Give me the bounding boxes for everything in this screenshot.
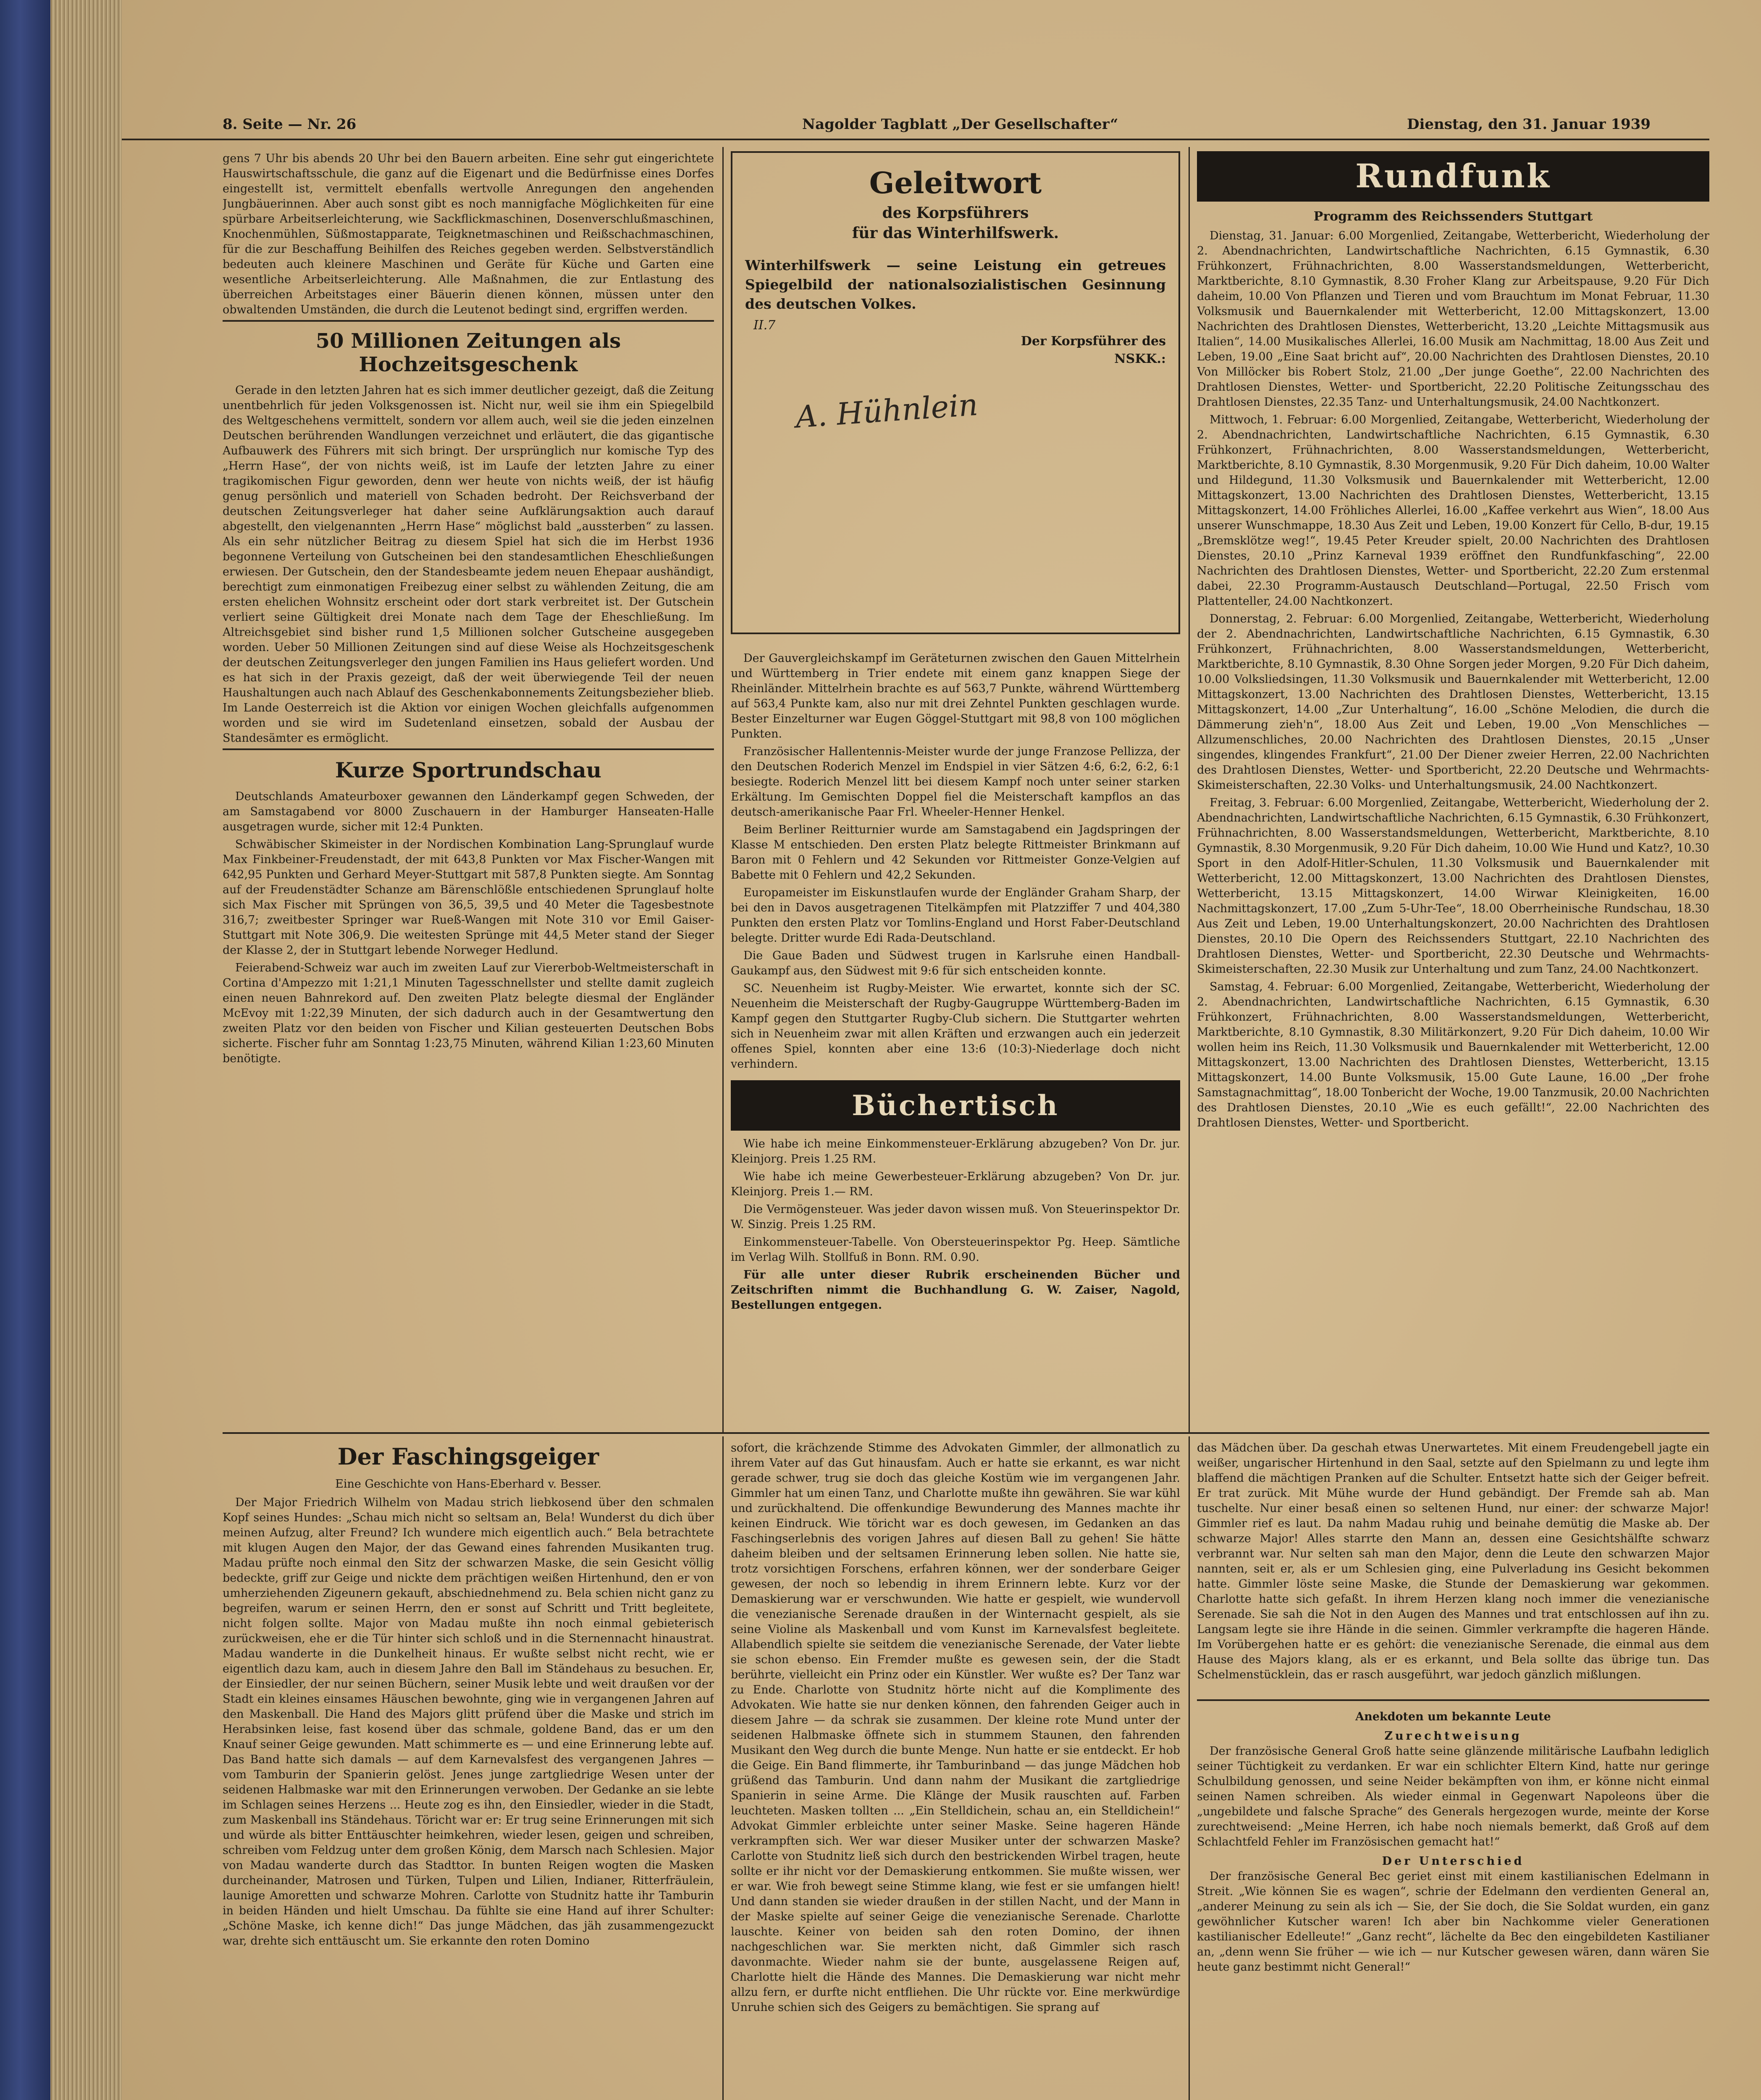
story-byline: Eine Geschichte von Hans-Eberhard v. Besser.: [335, 1478, 601, 1491]
divider: [1197, 1699, 1709, 1701]
geleitwort-title: Geleitwort: [869, 165, 1042, 200]
program-freitag: Freitag, 3. Februar: 6.00 Morgenlied, Zeitangabe, Wetterbericht, Wiederholung der 2. Abendnachrichten, Landwirtschaftliche Nachrichten, 6.15 Gymnastik, 6.30 Frühkonzert, Frühnachrichten, 8.00 Wasserstandsmeldungen, Wetterbericht, Marktberichte, 8.10 Gymnastik, 8.30 Morgenmusik, 9.20 Für Dich daheim, 10.00 Wie Hund und Katz?, 10.30 Sport in den Adolf-Hitler-Schulen, 11.30 Volksmusik und Bauernkalender mit Wetterbericht, 12.00 Mittagskonzert, 13.00 Nachrichten des Drahtlosen Dienstes, Wetterbericht, 13.15 Mittagskonzert, 14.00 Wirwar Kleinigkeiten, 16.00 Nachmittagskonzert, 17.00 „Zum 5-Uhr-Tee“, 18.00 Oberrheinische Rundschau, 18.30 Aus Zeit und Leben, 19.00 Unterhaltungskonzert, 20.00 Nachrichten des Drahtlosen Dienstes, 20.10 Die Opern des Reichssenders Stuttgart, 22.10 Nachrichten des Drahtlosen Dienstes, Wetter- und Sportbericht, 22.30 Deutsche und Wehrmachts-Skimeisterschaften, 22.30 Musik zur Unterhaltung und zum Tanz, 24.00 Nachtkonzert.: [1197, 796, 1709, 976]
section-rule: [223, 1432, 1709, 1434]
headline-sport: Kurze Sportrundschau: [335, 758, 602, 782]
sport-turnen: Der Gauvergleichskampf im Geräteturnen zwischen den Gauen Mittelrhein und Württemberg in Trier endete mit einem ganz knappen Siege der Rheinländer. Mittelrhein brachte es auf 563,7 Punkte, während Württemberg auf 563,4 Punkte kam, also nur mit drei Zehntel Punkten geschlagen wurde. Bester Einzelturner war Eugen Göggel-Stuttgart mit 98,8 von 100 möglichen Punkten.: [731, 652, 1180, 740]
signature: A. Hühnlein: [794, 386, 979, 435]
sport-bob: Feierabend-Schweiz war auch im zweiten Lauf zur Viererbob-Weltmeisterschaft in Cortina d'Ampezzo mit 1:21,1 Minuten Tagesschnellster und stellte damit zugleich einen neuen Bahnrekord auf. Den zweiten Platz belegte diesmal der Engländer McEvoy mit 1:22,39 Minuten, der sich dadurch auch in der Gesamtwertung den zweiten Platz vor den beiden von Fischer und Kilian gesteuerten Deutschen Bobs sicherte. Fischer fuhr am Sonntag 1:23,75 Minuten, während Kilian 1:23,60 Minuten benötigte.: [223, 961, 714, 1065]
geleitwort-box: [731, 151, 1180, 634]
story-title: Der Faschingsgeiger: [337, 1443, 599, 1470]
column-left: [223, 151, 714, 1428]
rundfunk-title: Programm des Reichssenders Stuttgart: [1313, 209, 1593, 224]
sport-reiten: Beim Berliner Reitturnier wurde am Samstagabend ein Jagdspringen der Klasse M entschieden. Den ersten Platz belegte Rittmeister Brinkmann auf Baron mit 0 Fehlern und 42 Sekunden vor Rittmeister Gonze-Velgien auf Babette mit 0 Fehlern und 42,2 Sekunden.: [731, 823, 1180, 882]
sport-eiskunstlauf: Europameister im Eiskunstlaufen wurde der Engländer Graham Sharp, der bei den in Davos ausgetragenen Titelkämpfen mit Platzziffer 7 und 404,380 Punkten den ersten Platz vor Tomlins-England und Horst Faber-Deutschland belegte. Dritter wurde Edi Rada-Deutschland.: [731, 886, 1180, 945]
program-samstag: Samstag, 4. Februar: 6.00 Morgenlied, Zeitangabe, Wetterbericht, Wiederholung der 2. Abendnachrichten, Landwirtschaftliche Nachrichten, 6.15 Gymnastik, 6.30 Frühkonzert, Frühnachrichten, 8.00 Wasserstandsmeldungen, Wetterbericht, Marktberichte, 8.10 Gymnastik, 8.30 Militärkonzert, 9.20 Für Dich daheim, 10.00 Wir wollen heim ins Reich, 11.30 Volksmusik und Bauernkalender mit Wetterbericht, 12.00 Mittagskonzert, 13.00 Nachrichten des Drahtlosen Dienstes, Wetterbericht, 13.15 Mittagskonzert, 14.00 Bunte Volksmusik, 15.00 Gute Laune, 16.00 „Der frohe Samstagnachmittag“, 18.00 Tonbericht der Woche, 19.00 Tanzmusik, 20.00 Nachrichten des Drahtlosen Dienstes, 20.10 „Wie es euch gefällt!“, 22.00 Nachrichten des Drahtlosen Dienstes, Wetter- und Sportbericht.: [1197, 980, 1709, 1129]
book-binding: [0, 0, 50, 2100]
story-column-1: [223, 1441, 714, 2100]
geleitwort-body: Winterhilfswerk — seine Leistung ein getreues Spiegelbild der nationalsozialistischen Gesinnung des deutschen Volkes.: [745, 257, 1166, 312]
column-right: [1197, 151, 1709, 1428]
sport-rugby: SC. Neuenheim ist Rugby-Meister. Wie erwartet, konnte sich der SC. Neuenheim die Meisterschaft der Rugby-Gaugruppe Württemberg-Baden im Kampf gegen den Stuttgarter Rugby-Club sichern. Die Stuttgarter wehrten sich in Neuenheim zwar mit allen Kräften und erzwangen auch ein jederzeit offenes Spiel, konnten aber eine 13:6 (10:3)-Niederlage doch nicht verhindern.: [731, 982, 1180, 1071]
divider: [223, 748, 714, 750]
sport-handball: Die Gaue Baden und Südwest trugen in Karlsruhe einen Handball-Gaukampf aus, den Südwest mit 9:6 für sich entscheiden konnte.: [731, 949, 1180, 977]
anekdote2-title: Der Unterschied: [1382, 1855, 1525, 1868]
sport-tennis: Französischer Hallentennis-Meister wurde der junge Franzose Pellizza, der den Deutschen Roderich Menzel im Endspiel in vier Sätzen 4:6, 6:2, 6:2, 6:1 besiegte. Roderich Menzel litt bei diesem Kampf noch unter seiner starken Erkältung. Im Gemischten Doppel fiel die Meisterschaft kampflos an das deutsch-amerikanische Paar Frl. Wheeler-Henner Henkel.: [731, 745, 1180, 819]
geleitwort-sub1: des Korpsführers: [882, 204, 1029, 222]
story-text-2: sofort, die krächzende Stimme des Advokaten Gimmler, der allmonatlich zu ihrem Vater auf das Gut hinausfam. Auch er hatte sie erkannt, es war nicht gerade schwer, trug sie doch das gleiche Kostüm wie im vergangenen Jahr. Gimmler hat um einen Tanz, und Charlotte mußte ihn gewähren. Sie war kühl und zurückhaltend. Die offenkundige Bewunderung des Mannes machte ihr keinen Eindruck. Wie töricht war es doch gewesen, im Gedanken an das Faschingserlebnis des vorigen Jahres auf diesen Ball zu gehen! Sie hätte daheim bleiben und der seltsamen Erinnerung leben sollen. Nie hatte sie, trotz vorsichtigen Forschens, erfahren können, wer der sonderbare Geiger gewesen, der noch so lebendig in ihrem Erinnern lebte. Kurz vor der Demaskierung war er verschwunden. Wie hatte er gespielt, wie wundervoll die venezianische Serenade draußen in der Winternacht gespielt, als sie seine Violine als Maskenball und vom Kunst im Karnevalsfest begleitete. Allabendlich spielte sie seitdem die venezianische Serenade, der Vater liebte sie schon ebenso. Ein Fremder mußte es gewesen sein, der die Stadt berührte, vielleicht ein Prinz oder ein Künstler. Wer wußte es? Der Tanz war zu Ende. Charlotte von Studnitz hörte nicht auf die Komplimente des Advokaten. Wie hatte sie nur denken können, den fahrenden Geiger auch in diesem Jahre — da schrak sie zusammen. Der kleine rote Mund unter der seidenen Halbmaske öffnete sich in stummem Staunen, den fahrenden Musikant den Weg durch die bunte Menge. Nun hatte er sie entdeckt. Er hob die Geige. Ein Band flimmerte, ihr Tamburinband — das junge Mädchen hob grüßend das Tamburin. Und dann nahm der Musikant die zartgliedrige Spanierin in seine Arme. Die Klänge der Musik rauschten auf. Farben leuchteten. Masken tollten ... „Ein Stelldichein, schau an, ein Stelldichein!“ Advokat Gimmler erbleichte unter seiner Maske. Seine hageren Hände verkrampften sich. Wer war dieser Musiker unter der schwarzen Maske? Carlotte von Studnitz ließ sich durch den bestrickenden Wirbel tragen, heute sollte er ihr nicht vor der Demaskierung entkommen. Sie mußte wissen, wer er war. Wie froh bewegt seine Stimme klang, wie fest er sie umfangen hielt! Und dann standen sie wieder draußen in der stillen Nacht, und der Mann in der Maske spielte auf seiner Geige die venezianische Serenade. Charlotte lauschte. Keiner von beiden sah den roten Domino, der ihnen nachgeschlichen war. Sie merkten nicht, daß Gimmler sich rasch davonmachte. Wieder nahm sie der bunte, ausgelassene Reigen auf, Charlotte hielt die Hände des Mannes. Die Demaskierung war nicht mehr allzu fern, er durfte nicht entfliehen. Die Uhr rückte vor. Eine merkwürdige Unruhe schien sich des Geigers zu bemächtigen. Sie sprang auf: [731, 1441, 1180, 2014]
geleitwort-date: II.7: [753, 318, 776, 333]
column-rule: [1189, 147, 1190, 1432]
column-rule: [722, 1436, 724, 2100]
article-intro: gens 7 Uhr bis abends 20 Uhr bei den Bauern arbeiten. Eine sehr gut eingerichtete Hauswirtschaftsschule, die ganz auf die Eigenart und die Bedürfnisse eines Dorfes eingestellt ist, vermittelt ebenfalls wertvolle Anregungen den angehenden Jungbäuerinnen. Aber auch sonst gibt es noch mannigfache Möglichkeiten für eine spürbare Arbeitserleichterung, wie Sackflickmaschinen, Dosenverschlußmaschinen, Knochenmühlen, Süßmostapparate, Teigknetmaschinen und Reißschachmaschinen, für die zur Beschaffung Beihilfen des Reiches gegeben werden. Selbstverständlich bedeuten auch kleinere Maschinen und Geräte für Küche und Garten eine wesentliche Arbeitserleichterung. Alle Maßnahmen, die zur Entlastung des überreichen Arbeitstages einer Bäuerin dienen können, müssen unter den obwaltenden Umständen, die durch die Leutenot bedingt sind, ergriffen werden.: [223, 152, 714, 316]
buechertisch-banner: Büchertisch: [731, 1080, 1180, 1131]
geleitwort-closing: Der Korpsführer des NSKK.:: [1021, 334, 1166, 366]
program-mittwoch: Mittwoch, 1. Februar: 6.00 Morgenlied, Zeitangabe, Wetterbericht, Wiederholung der 2. Abendnachrichten, Landwirtschaftliche Nachrichten, 6.15 Gymnastik, 6.30 Frühkonzert, Frühnachrichten, 8.00 Wasserstandsmeldungen, Wetterbericht, Marktberichte, 8.10 Gymnastik, 8.30 Morgenmusik, 9.20 Für Dich daheim, 10.00 Walter und Hildegund, 11.30 Volksmusik und Bauernkalender mit Wetterbericht, 12.00 Mittagskonzert, 13.00 Nachrichten des Drahtlosen Dienstes, Wetterbericht, 13.15 Mittagskonzert, 14.00 Fröhliches Allerlei, 16.00 „Kaffee verkehrt aus Wien“, 18.00 Aus unserer Wunschmappe, 18.30 Aus Zeit und Leben, 19.00 Konzert für Cello, B-dur, 19.15 „Bremsklötze weg!“, 19.45 Peter Kreuder spielt, 20.00 Nachrichten des Drahtlosen Dienstes, 20.10 „Prinz Karneval 1939 eröffnet den Rundfunkfasching“, 22.00 Nachrichten des Drahtlosen Dienstes, Wetter- und Sportbericht, 22.20 Zum erstenmal dabei, 22.30 Programm-Austausch Deutschland—Portugal, 22.50 Frisch vom Plattenteller, 24.00 Nachtkonzert.: [1197, 413, 1709, 608]
rundfunk-banner: Rundfunk: [1197, 151, 1709, 202]
program-donnerstag: Donnerstag, 2. Februar: 6.00 Morgenlied, Zeitangabe, Wetterbericht, Wiederholung der 2. Abendnachrichten, Landwirtschaftliche Nachrichten, 6.15 Gymnastik, 6.30 Frühkonzert, Frühnachrichten, 8.00 Wasserstandsmeldungen, Wetterbericht, Marktberichte, 8.10 Gymnastik, 8.30 Ohne Sorgen jeder Morgen, 9.20 Für Dich daheim, 10.00 Volksliedsingen, 11.30 Volksmusik und Bauernkalender mit Wetterbericht, 12.00 Mittagskonzert, 13.00 Nachrichten des Drahtlosen Dienstes, Wetterbericht, 13.15 Mittagskonzert, 14.00 „Zur Unterhaltung“, 16.00 „Schöne Melodien, die durch die Dämmerung zieh'n“, 18.00 Aus Zeit und Leben, 19.00 „Von Menschliches — Allzumenschliches, 20.00 Nachrichten des Drahtlosen Dienstes, 20.15 „Unser singendes, klingendes Frankfurt“, 21.00 Der Diener zweier Herren, 22.00 Nachrichten des Drahtlosen Dienstes, Wetter- und Sportbericht, 22.20 Deutsche und Wehrmachts-Skimeisterschaften, 22.30 Volks- und Unterhaltungsmusik, 24.00 Nachtkonzert.: [1197, 612, 1709, 792]
buch-4: Einkommensteuer-Tabelle. Von Obersteuerinspektor Pg. Heep. Sämtliche im Verlag Wilh. Stollfuß in Bonn. RM. 0.90.: [731, 1236, 1180, 1264]
column-middle: [731, 151, 1180, 1428]
page-stack-edge: [50, 0, 122, 2100]
issue-date: Dienstag, den 31. Januar 1939: [1407, 116, 1651, 133]
divider: [223, 320, 714, 322]
headline-zeitungen: 50 Millionen Zeitungen als Hochzeitsgeschenk: [315, 329, 621, 376]
geleitwort-signature: [794, 386, 1166, 435]
column-rule: [1189, 1436, 1190, 2100]
sport-boxen: Deutschlands Amateurboxer gewannen den Länderkampf gegen Schweden, der am Samstagabend vor 8000 Zuschauern in der Hamburger Hanseaten-Halle ausgetragen wurde, sicher mit 12:4 Punkten.: [223, 790, 714, 833]
story-text-1: Der Major Friedrich Wilhelm von Madau strich liebkosend über den schmalen Kopf seines Hundes: „Schau mich nicht so seltsam an, Bela! Wunderst du dich über meinen Aufzug, alter Freund? Ich wundere mich eigentlich auch.“ Bela betrachtete mit klugen Augen den Major, der das Gewand eines fahrenden Musikanten trug. Madau prüfte noch einmal den Sitz der schwarzen Maske, die sein Gesicht völlig bedeckte, griff zur Geige und nickte dem prächtigen weißen Hirtenhund, den er von umherziehenden Zigeunern gekauft, abschiednehmend zu. Bela schien nicht ganz zu begreifen, warum er seinen Herrn, den er sonst auf Schritt und Tritt begleitete, nicht folgen sollte. Major von Madau mußte ihn noch einmal gebieterisch zurückweisen, ehe er die Tür hinter sich schloß und in die Sternennacht hinaustrat. Madau wanderte in die Dunkelheit hinaus. Er wußte selbst nicht recht, wie er eigentlich dazu kam, auch in diesem Jahre den Ball im Ständehaus zu besuchen. Er, der Einsiedler, der nur seinen Büchern, seiner Musik lebte und weit draußen vor der Stadt ein kleines einsames Häuschen bewohnte, ging wie in vergangenen Jahren auf den Maskenball. Die Hand des Majors glitt prüfend über die Maske und strich im Herabsinken leise, fast kosend über das schmale, goldene Band, das er um den Knauf seiner Geige gewunden. Matt schimmerte es — und eine Erinnerung lebte auf. Das Band hatte sich damals — auf dem Karnevalsfest des vergangenen Jahres — vom Tamburin der Spanierin gelöst. Jenes junge zartgliedrige Wesen unter der seidenen Halbmaske war mit den Erinnerungen verwoben. Der Gedanke an sie lebte im Schlagen seines Herzens ... Heute zog es ihn, den Einsiedler, wieder in die Stadt, zum Maskenball ins Ständehaus. Töricht war er: Er trug seine Erinnerungen mit sich und würde als bitter Enttäuschter heimkehren, wieder lesen, geigen und schreiben, schreiben vom Feldzug unter dem großen König, dem Marsch nach Schlesien. Major von Madau wanderte durch das Stadttor. In bunten Reigen wogten die Masken durcheinander, Matrosen und Türken, Tulpen und Lilien, Indianer, Ritterfräulein, launige Amoretten und schwarze Mohren. Carlotte von Studnitz hatte ihr Tamburin in beiden Händen und hielt Umschau. Da fühlte sie eine Hand auf ihrer Schulter: „Schöne Maske, ich kenne dich!“ Das junge Mädchen, das jäh zusammengezuckt war, drehte sich enttäuscht um. Sie erkannte den roten Domino: [223, 1496, 714, 1948]
newspaper-page: [122, 0, 1761, 2100]
buch-3: Die Vermögensteuer. Was jeder davon wissen muß. Von Steuerinspektor Dr. W. Sinzig. Preis 1.25 RM.: [731, 1203, 1180, 1231]
buch-hinweis: Für alle unter dieser Rubrik erscheinenden Bücher und Zeitschriften nimmt die Buchhandlung G. W. Zaiser, Nagold, Bestellungen entgegen.: [731, 1268, 1180, 1312]
story-column-3: [1197, 1441, 1709, 2100]
story-column-2: [731, 1441, 1180, 2100]
story-text-3: das Mädchen über. Da geschah etwas Unerwartetes. Mit einem Freudengebell jagte ein weißer, ungarischer Hirtenhund in den Saal, setzte auf den Spielmann zu und legte ihm blaffend die mächtigen Pranken auf die Schulter. Entsetzt hatte sich der Geiger befreit. Er trat zurück. Mit Mühe wurde der Hund gebändigt. Der Fremde sah ab. Man tuschelte. Nur einer besaß einen so seltenen Hund, nur einer: der schwarze Major! Gimmler rief es laut. Da nahm Madau ruhig und beinahe demütig die Maske ab. Der schwarze Major! Alles starrte den Mann an, dessen eine Gesichtshälfte schwarz verbrannt war. Nur selten sah man den Major, denn die Leute den schwarzen Major nannten, seit er, als er um Schlesien ging, eine Pulverladung ins Gesicht bekommen hatte. Gimmler löste seine Maske, die Stunde der Demaskierung war gekommen. Charlotte hatte sich gefaßt. In ihrem Herzen klang noch immer die venezianische Serenade. Sie sah die Not in den Augen des Mannes und trat entschlossen auf ihn zu. Langsam legte sie ihre Hände in die seinen. Gimmler verkrampfte die hageren Hände. Im Vorübergehen hatte er es gehört: die venezianische Serenade, die einmal aus dem Hause des Majors klang, als er es erkannt, und Bela sollte das übrige tun. Das Schelmenstücklein, das er rasch ausgeführt, war jedoch gänzlich mißlungen.: [1197, 1441, 1709, 1681]
anekdote1-text: Der französische General Groß hatte seine glänzende militärische Laufbahn lediglich seiner Tüchtigkeit zu verdanken. Er war ein schlichter Eltern Kind, hatte nur geringe Schulbildung genossen, und seine Neider bekämpften von ihm, er könne nicht einmal seinen Namen schreiben. Als wieder einmal in Gegenwart Napoleons über die „ungebildete und falsche Sprache“ des Generals hergezogen wurde, meinte der Korse zurechtweisend: „Meine Herren, ich habe noch niemals bemerkt, daß Groß auf dem Schlachtfeld Fehler im Französischen gemacht hat!“: [1197, 1745, 1709, 1848]
page-header: [122, 109, 1709, 140]
column-rule: [722, 147, 724, 1432]
article-zeitungen: Gerade in den letzten Jahren hat es sich immer deutlicher gezeigt, daß die Zeitung unentbehrlich für jeden Volksgenossen ist. Nicht nur, weil sie ihm ein Spiegelbild des Weltgeschehens vermittelt, sondern vor allem auch, weil sie die jeden einzelnen Deutschen berührenden Wandlungen verzeichnet und erläutert, die das gigantische Aufbauwerk des Führers mit sich bringt. Der ursprünglich nur komische Typ des „Herrn Hase“, der von nichts weiß, ist im Laufe der letzten Jahre zu einer tragikomischen Figur geworden, denn wer heute von nichts weiß, der ist häufig genug persönlich und materiell von Schaden bedroht. Der Reichsverband der deutschen Zeitungsverleger hat daher seine Aufklärungsaktion auch darauf abgestellt, den vielgenannten „Herrn Hase“ möglichst bald „aussterben“ zu lassen. Als ein sehr nützlicher Beitrag zu diesem Spiel hat sich die im Herbst 1936 begonnene Verteilung von Gutscheinen bei den standesamtlichen Eheschließungen erwiesen. Der Gutschein, den der Standesbeamte jedem neuen Ehepaar aushändigt, berechtigt zum einmonatigen Freibezug einer selbst zu wählenden Zeitung, die am ersten ehelichen Wohnsitz erscheint oder dort stark verbreitet ist. Der Gutschein verliert seine Gültigkeit drei Monate nach dem Tage der Eheschließung. Im Altreichsgebiet sind bisher rund 1,5 Millionen solcher Gutscheine ausgegeben worden. Ueber 50 Millionen Zeitungen sind auf diese Weise als Hochzeitsgeschenk der deutschen Zeitungsverleger den jungen Familien ins Haus geliefert worden. Und es hat sich in der Praxis gezeigt, daß der weit überwiegende Teil der neuen Haushaltungen auch nach Ablauf des Geschenkabonnements Zeitungsbezieher blieb. Im Lande Oesterreich ist die Aktion vor einigen Wochen gleichfalls aufgenommen worden und sie wird im Sudetenland einsetzen, sobald der Ausbau der Standesämter es ermöglicht.: [223, 384, 714, 745]
anekdote1-title: Zurechtweisung: [1384, 1730, 1522, 1743]
page-number: 8. Seite — Nr. 26: [223, 116, 357, 133]
sport-ski: Schwäbischer Skimeister in der Nordischen Kombination Lang-Sprunglauf wurde Max Finkbeiner-Freudenstadt, der mit 643,8 Punkten vor Max Fischer-Wangen mit 642,95 Punkten und Gerhard Meyer-Stuttgart mit 587,8 Punkten siegte. Am Sonntag auf der Freudenstädter Schanze am Bärenschlößle entschiedenen Sprunglauf holte sich Max Fischer mit Sprüngen von 36,5, 39,5 und 40 Meter die Tagesbestnote 316,7; zweitbester Springer war Rueß-Wangen mit Note 310 vor Emil Gaiser-Stuttgart mit Note 306,9. Die weitesten Sprünge mit 44,5 Meter stand der Sieger der Klasse 2, der in Stuttgart lebende Norweger Hedlund.: [223, 838, 714, 957]
buch-2: Wie habe ich meine Gewerbesteuer-Erklärung abzugeben? Von Dr. jur. Kleinjorg. Preis 1.— RM.: [731, 1170, 1180, 1198]
anekdote2-text: Der französische General Bec geriet einst mit einem kastilianischen Edelmann in Streit. „Wie können Sie es wagen“, schrie der Edelmann den verdienten General an, „anderer Meinung zu sein als ich — Sie, der Sie doch, die Sie Soldat wurden, ein ganz gewöhnlicher Kutscher waren! Ich aber bin Nachkomme vieler Generationen kastilianischer Edelleute!“ „Ganz recht“, lächelte da Bec den eingebildeten Kastilianer an, „denn wenn Sie früher — wie ich — nur Kutscher gewesen wären, dann wären Sie heute ganz bestimmt nicht General!“: [1197, 1870, 1709, 1974]
masthead: Nagolder Tagblatt „Der Gesellschafter“: [802, 116, 1118, 133]
buch-1: Wie habe ich meine Einkommensteuer-Erklärung abzugeben? Von Dr. jur. Kleinjorg. Preis 1.25 RM.: [731, 1137, 1180, 1166]
program-dienstag: Dienstag, 31. Januar: 6.00 Morgenlied, Zeitangabe, Wetterbericht, Wiederholung der 2. Abendnachrichten, Landwirtschaftliche Nachrichten, 6.15 Gymnastik, 6.30 Frühkonzert, Frühnachrichten, 8.00 Wasserstandsmeldungen, Wetterbericht, Marktberichte, 8.10 Gymnastik, 8.30 Froher Klang zur Arbeitspause, 9.20 Für Dich daheim, 10.00 Von Pflanzen und Tieren und vom Brauchtum im Monat Februar, 11.30 Volksmusik und Bauernkalender mit Wetterbericht, 12.00 Mittagskonzert, 13.00 Nachrichten des Drahtlosen Dienstes, Wetterbericht, 13.20 „Leichte Mittagsmusik aus Italien“, 14.00 Musikalisches Allerlei, 16.00 Musik am Nachmittag, 18.00 Aus Zeit und Leben, 19.00 „Eine Saat bricht auf“, 20.00 Nachrichten des Drahtlosen Dienstes, 20.10 Von Millöcker bis Robert Stolz, 21.00 „Der junge Goethe“, 22.00 Nachrichten des Drahtlosen Dienstes, Wetter- und Sportbericht, 22.20 Politische Zeitungsschau des Drahtlosen Dienstes, 22.35 Tanz- und Unterhaltungsmusik, 24.00 Nachtkonzert.: [1197, 229, 1709, 409]
anekdoten-title: Anekdoten um bekannte Leute: [1355, 1710, 1551, 1723]
geleitwort-sub2: für das Winterhilfswerk.: [852, 224, 1059, 242]
